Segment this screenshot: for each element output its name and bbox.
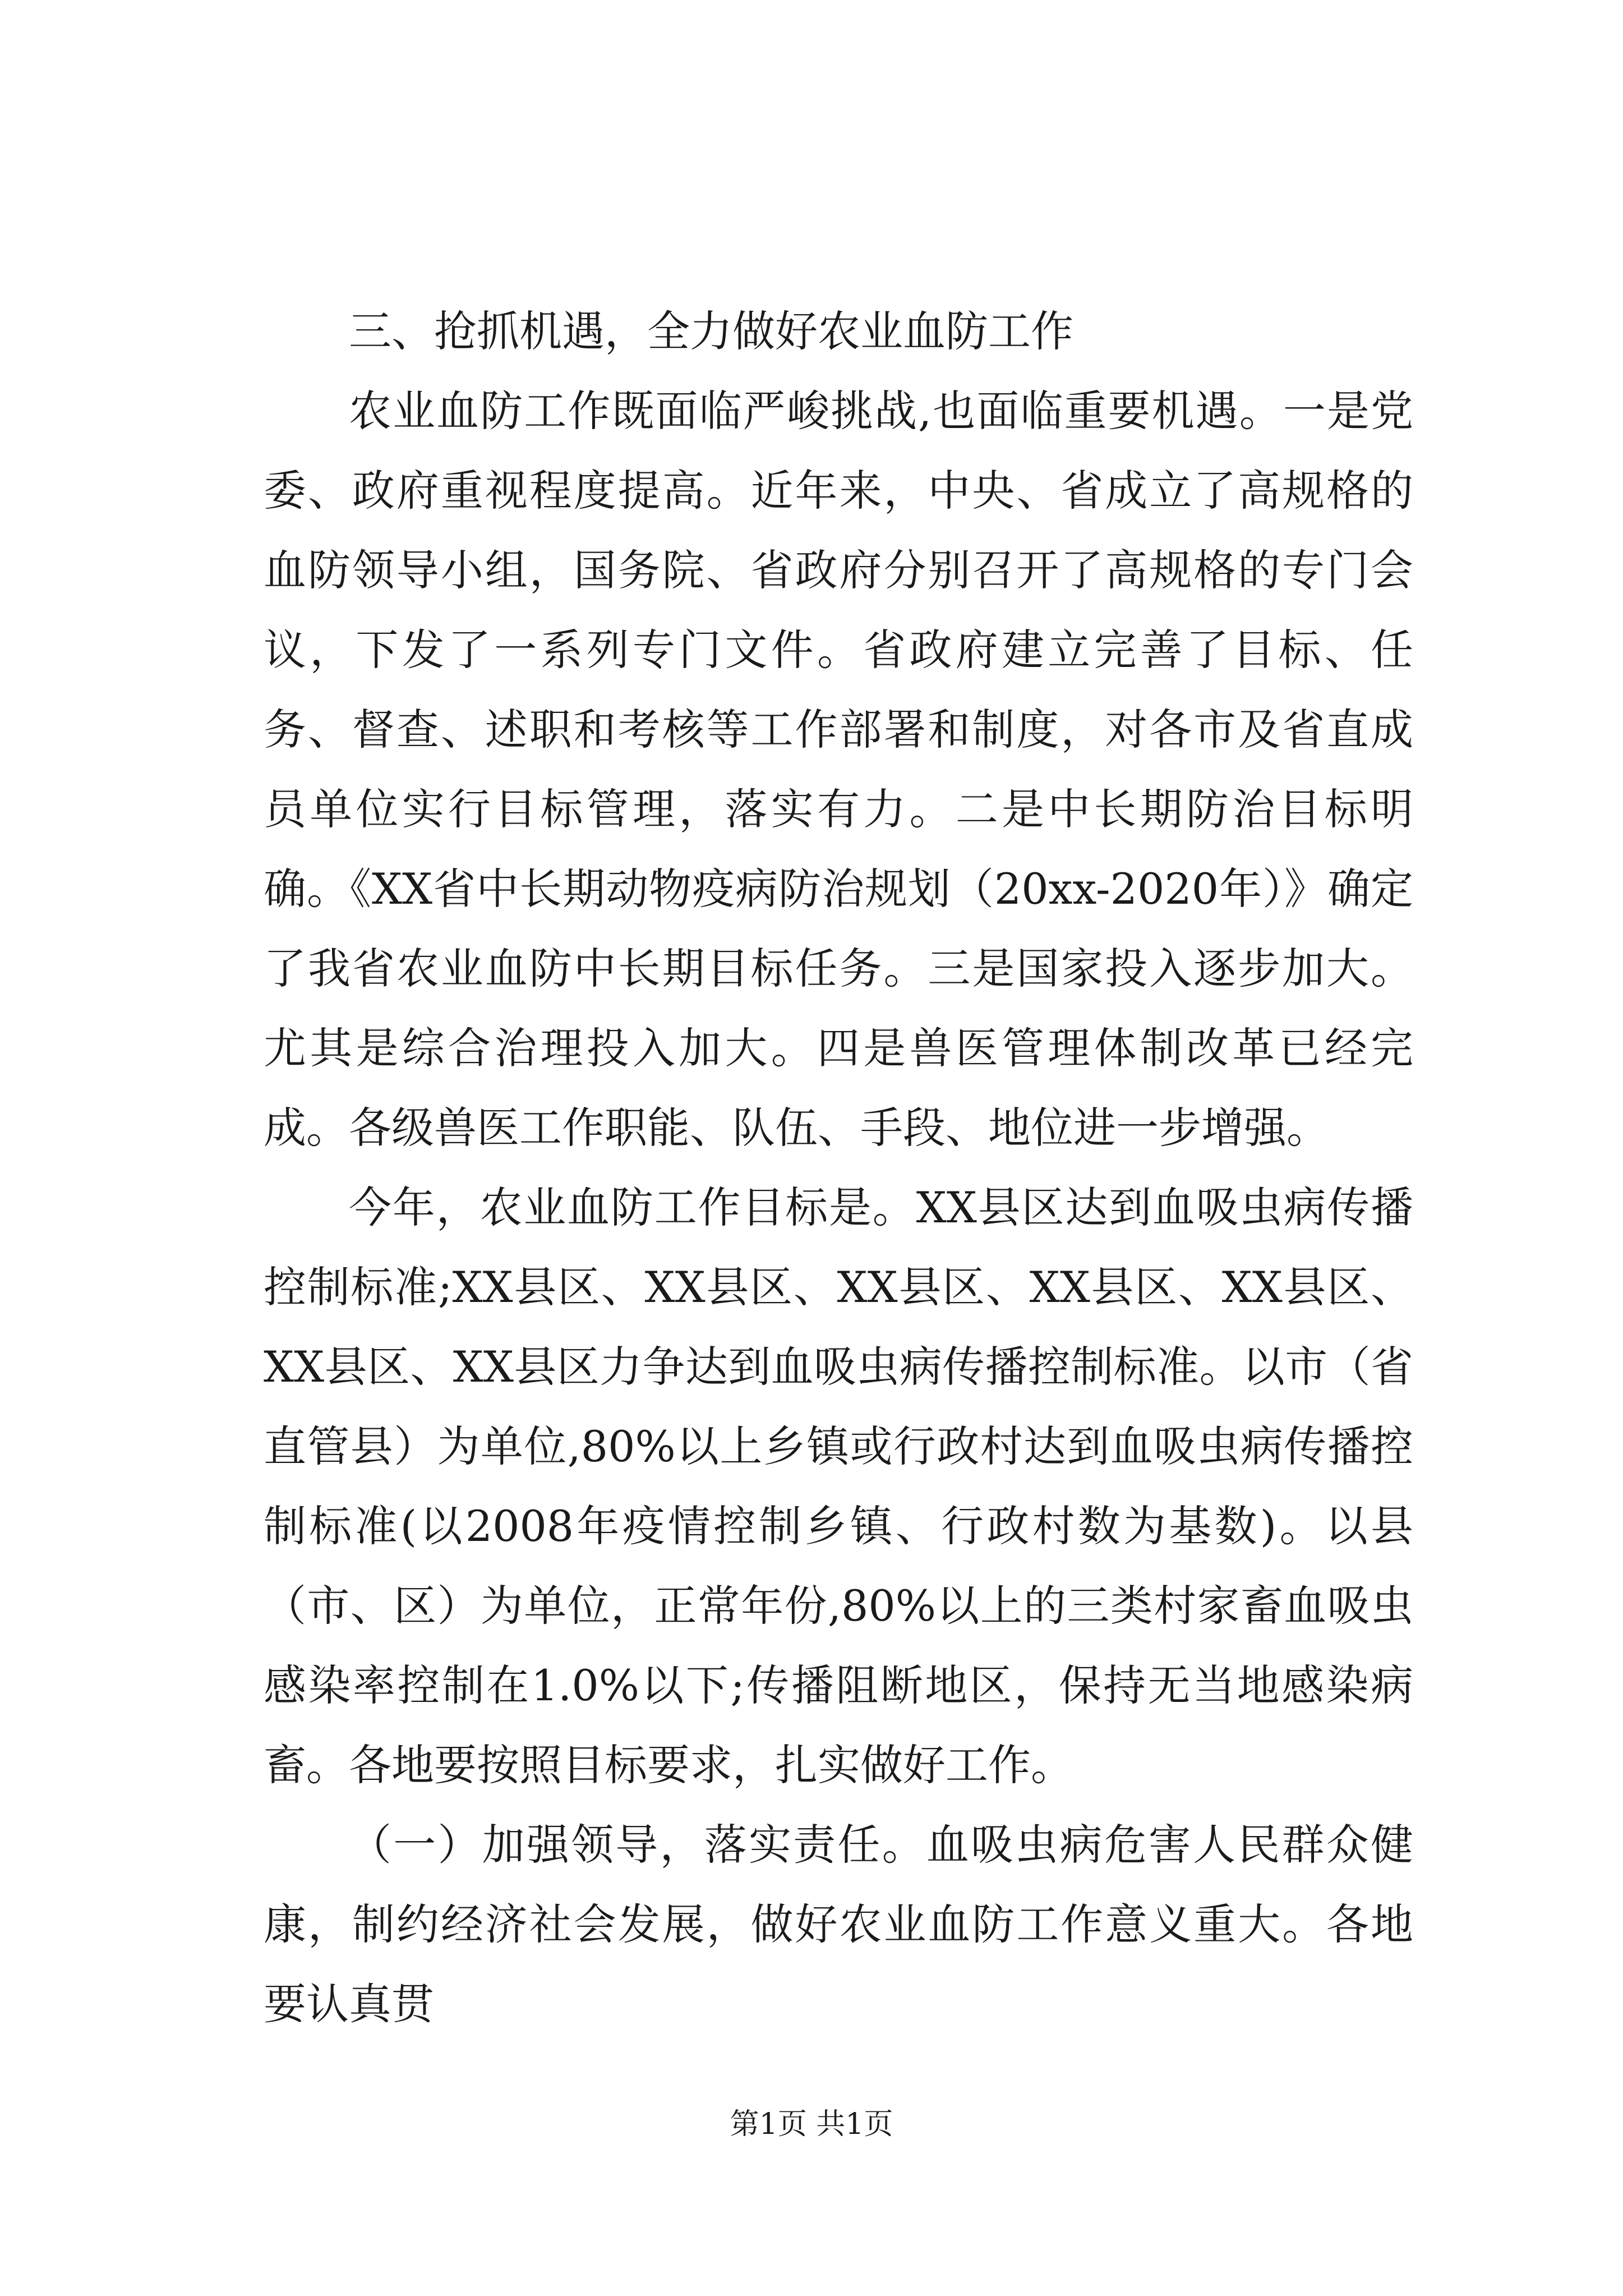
paragraph-leadership: （一）加强领导，落实责任。血吸虫病危害人民群众健康，制约经济社会发展，做好农业血防工作意义重大。各地要认真贯: [264, 1820, 1413, 2029]
document-body: [264, 292, 1413, 2044]
page-footer: 第1页 共1页: [730, 2108, 893, 2141]
paragraph-opportunities: 农业血防工作既面临严峻挑战,也面临重要机遇。一是党委、政府重视程度提高。近年来，中央、省成立了高规格的血防领导小组，国务院、省政府分别召开了高规格的专门会议，下发了一系列专门文件。省政府建立完善了目标、任务、督查、述职和考核等工作部署和制度，对各市及省直成员单位实行目标管理，落实有力。二是中长期防治目标明确。《XX省中长期动物疫病防治规划（20xx-2020年）》确定了我省农业血防中长期目标任务。三是国家投入逐步加大。尤其是综合治理投入加大。四是兽医管理体制改革已经完成。各级兽医工作职能、队伍、手段、地位进一步增强。: [264, 386, 1413, 1153]
section-heading: 三、抢抓机遇，全力做好农业血防工作: [349, 306, 1073, 356]
paragraph-annual-targets: 今年，农业血防工作目标是。XX县区达到血吸虫病传播控制标准;XX县区、XX县区、XX县区、XX县区、XX县区、XX县区、XX县区力争达到血吸虫病传播控制标准。以市（省直管县）为单位,80%以上乡镇或行政村达到血吸虫病传播控制标准(以2008年疫情控制乡镇、行政村数为基数)。以县（市、区）为单位，正常年份,80%以上的三类村家畜血吸虫感染率控制在1.0%以下;传播阻断地区，保持无当地感染病畜。各地要按照目标要求，扎实做好工作。: [264, 1182, 1413, 1790]
